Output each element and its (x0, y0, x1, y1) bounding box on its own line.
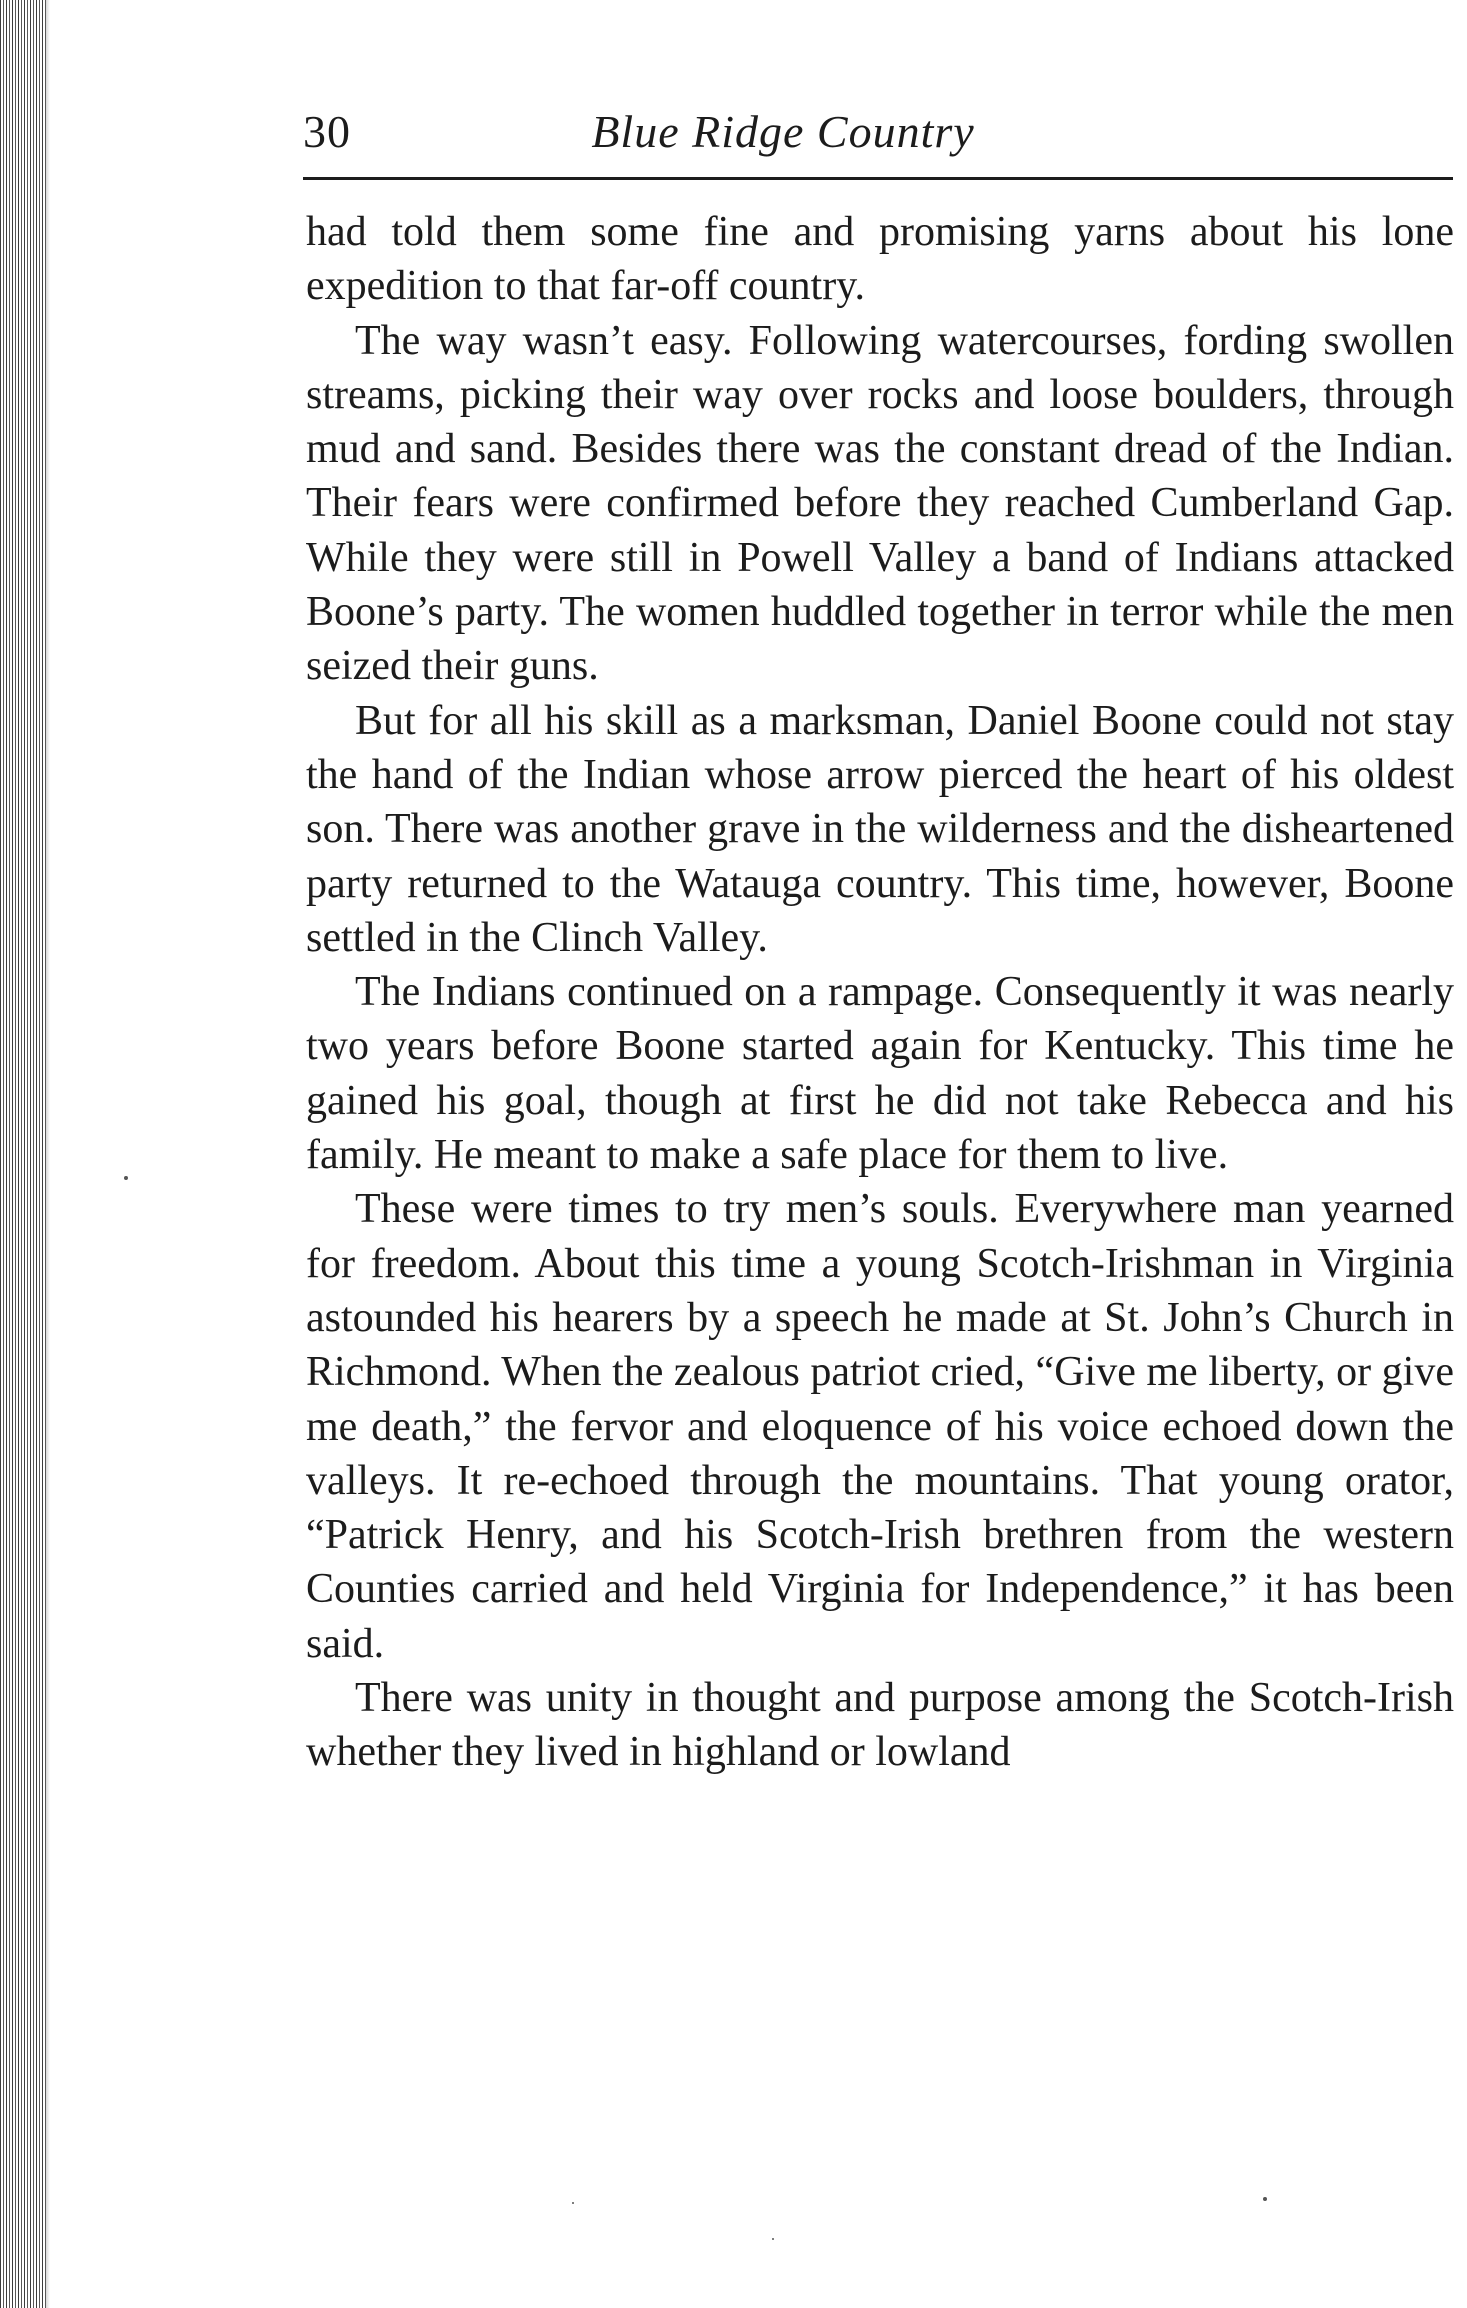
paragraph-3: But for all his skill as a marksman, Daniel Boone could not stay the hand of the Indian whose arrow pierced the heart of his oldest son. There was another grave in the wilderness and the disheartened party returned to the Watauga country. This time, however, Boone settled in the Clinch Valley. (306, 697, 1454, 961)
header-rule (303, 177, 1453, 180)
paragraph-6: There was unity in thought and purpose among the Scotch-Irish whether they lived in highland or lowland (306, 1675, 1454, 1776)
running-title: Blue Ridge Country (591, 106, 975, 157)
paragraph-1: had told them some fine and promising yarns about his lone expedition to that far-off country. (306, 209, 1454, 310)
page-number: 30 (303, 106, 351, 157)
scan-speck (572, 2202, 574, 2204)
paragraph-5: These were times to try men’s souls. Everywhere man yearned for freedom. About this time a young Scotch-Irishman in Virginia astounded his hearers by a speech he made at St. John’s Church in Richmond. When the zealous patriot cried, “Give me liberty, or give me death,” the fervor and eloquence of his voice echoed down the valleys. It re-echoed through the mountains. That young orator, “Patrick Henry, and his Scotch-Irish brethren from the western Counties carried and held Virginia for Independence,” it has been said. (306, 1186, 1454, 1667)
paragraph-2: The way wasn’t easy. Following watercourses, fording swollen streams, picking their way over rocks and loose boulders, through mud and sand. Besides there was the constant dread of the Indian. Their fears were confirmed before they reached Cumberland Gap. While they were still in Powell Valley a band of Indians attacked Boone’s party. The women huddled together in terror while the men seized their guns. (306, 317, 1454, 690)
binding-gutter (0, 0, 46, 2308)
scan-speck (772, 2238, 774, 2240)
scan-speck (1263, 2197, 1267, 2201)
body-text (306, 205, 1454, 1780)
paragraph-4: The Indians continued on a rampage. Consequently it was nearly two years before Boone started again for Kentucky. This time he gained his goal, though at first he did not take Rebecca and his family. He meant to make a safe place for them to live. (306, 969, 1454, 1179)
gutter-shadow (46, 0, 50, 2308)
running-header (303, 100, 1453, 164)
scan-speck (124, 1176, 128, 1180)
